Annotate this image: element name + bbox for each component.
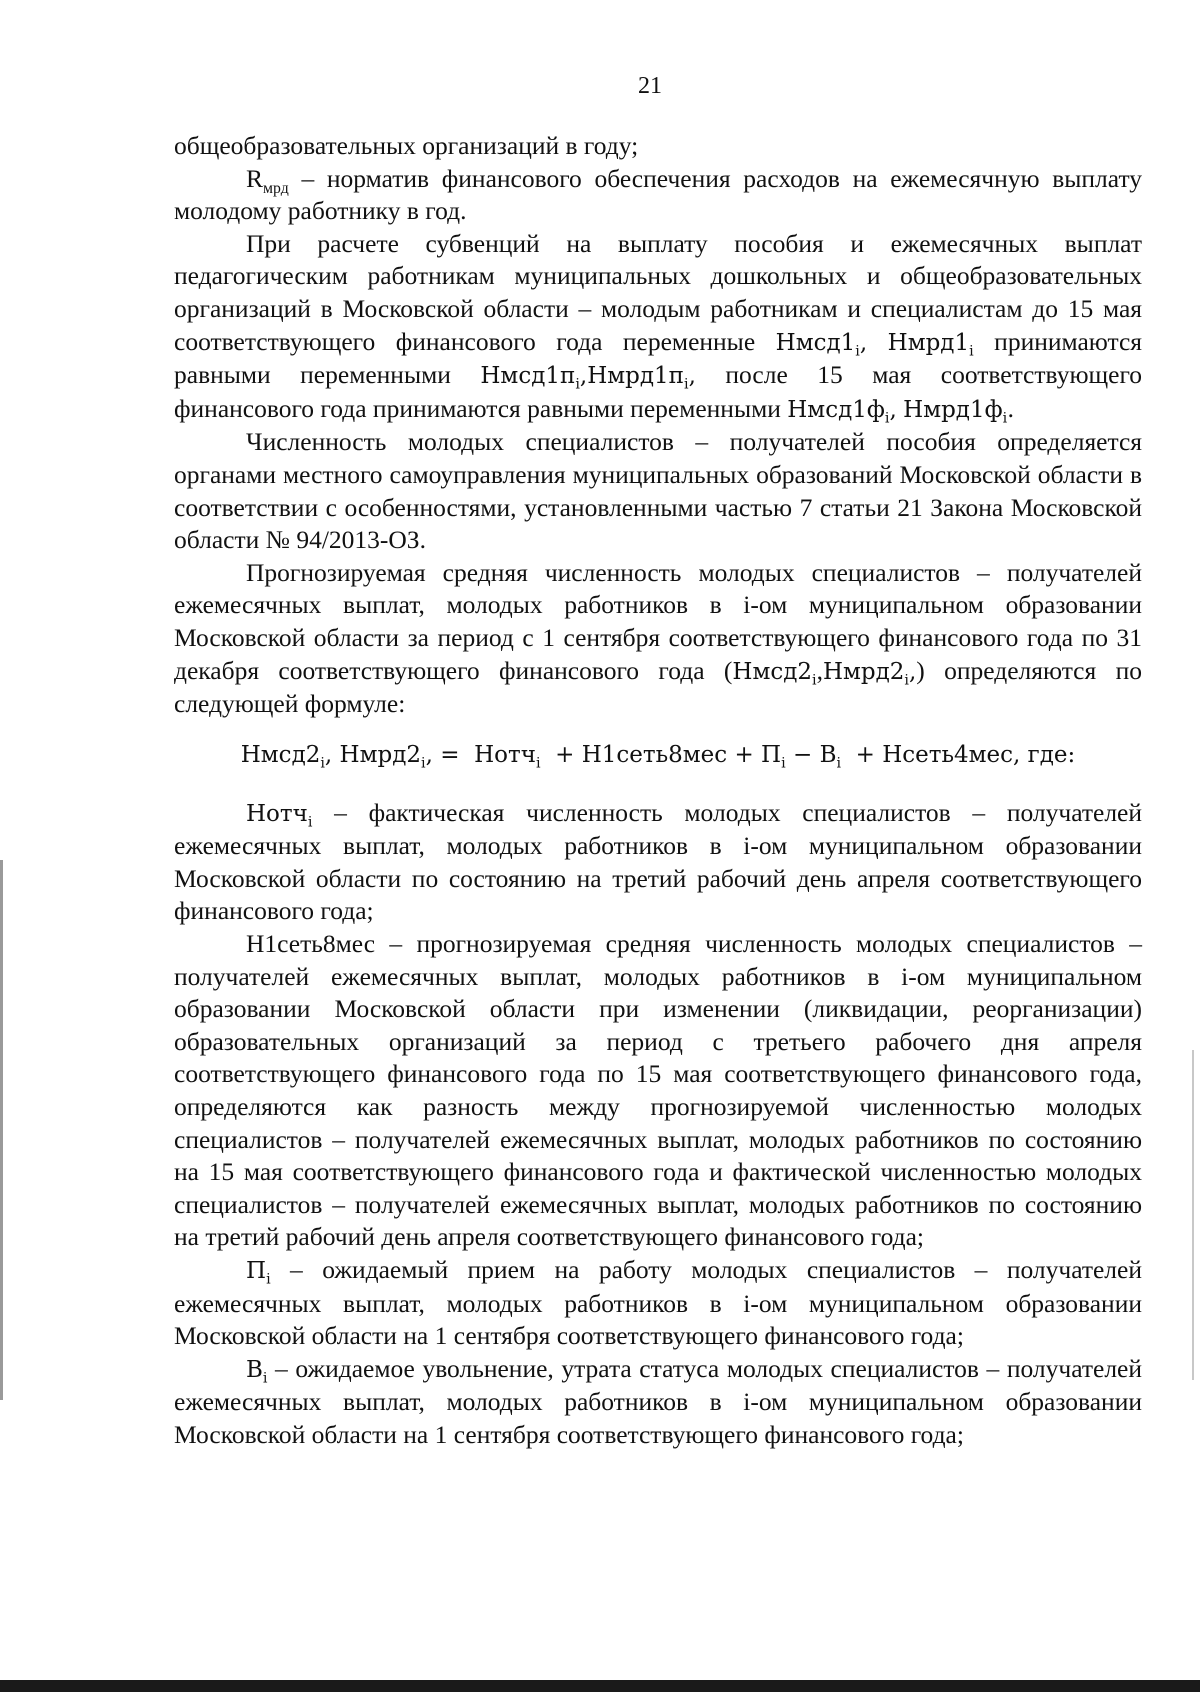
paragraph-text: – фактическая численность молодых специалистов – получателей ежемесячных выплат, молодых работников в i-ом муниципальном образовании Московской области по состоянию на третий рабочий день апреля соответствующего финансового года; [174,797,1143,926]
document-body [174,130,1142,1452]
var-v: $В_i$ [246,1356,268,1387]
var-n1set8mes: Н1сеть8мес [246,929,376,959]
var-p: $П_i$ [246,1258,271,1288]
paragraph-forecast: Прогнозируемая средняя численность молодых специалистов – получателей ежемесячных выплат, молодых работников в i-ом муниципальном образовании Московской области за период с 1 сентября соответствующего финансового года по 31 декабря соответствующего финансового года $(Нмсд2_i,Нмрд2_i,)$ определяются по следующей формуле: [174,557,1142,719]
var-nmsd2: $Нмсд2_i$ [732,658,817,689]
paragraph-p [174,1254,1142,1353]
symbol-r: R [246,163,264,193]
var-nmrd1f: $Нмрд1ф_i$. [903,396,1015,427]
paragraph-text: – норматив финансового обеспечения расходов на ежемесячную выплату молодому работнику в год. [174,163,1142,226]
var-nmsd1p: $Нмсд1п_i$, [480,363,588,393]
paragraph-v [174,1353,1142,1452]
var-nmsd1f: $Нмсд1ф_i$, [787,396,897,427]
paragraph-text: определяются по следующей формуле: [174,655,1142,719]
paragraph-n1set8mes [174,928,1142,1254]
paragraph-text: – ожидаемое увольнение, утрата статуса молодых специалистов – получателей ежемесячных выплат, молодых работников в i-ом муниципальном образовании Московской области на 1 сентября соответствующего финансового года; [174,1353,1143,1449]
symbol-mrd-sub: мрд [263,179,289,197]
var-nmrd1p: $Нмрд1п_i$, [587,363,696,393]
paragraph-count-specialists: Численность молодых специалистов – получателей пособия определяется органами местного самоуправления муниципальных образований Московской области в соответствии с особенностями, установленными частью 7 статьи 21 Закона Московской области № 94/2013-ОЗ. [174,427,1142,555]
paragraph-text: Прогнозируемая средняя численность молодых специалистов – получателей ежемесячных выплат, молодых работников в i-ом муниципальном образовании Московской области за период с 1 сентября соответствующего финансового года по 31 декабря соответствующего финансового года [174,557,1142,685]
paragraph-text: – прогнозируемая средняя численность молодых специалистов – получателей ежемесячных выплат, молодых работников в i-ом муниципальном образовании Московской области при изменении (ликвидации, реорганизации) образовательных организаций за период с третьего рабочего дня апреля соответствующего финансового года по 15 мая соответствующего финансового года, определяются как разность между прогнозируемой численностью молодых специалистов – получателей ежемесячных выплат, молодых работников по состоянию на 15 мая соответствующего финансового года и фактической численностью молодых специалистов – получателей ежемесячных выплат, молодых работников по состоянию на третий рабочий день апреля соответствующего финансового года; [174,929,1142,1252]
page-number: 21 [638,73,662,99]
paragraph-text: после 15 мая соответствующего финансового года принимаются равными переменными [174,360,1143,423]
paragraph-subvention [174,228,1142,427]
paragraph-notch [174,797,1142,928]
scan-edge-left [0,860,3,1400]
var-notch: Нотч$_i$ [246,800,313,831]
paragraph-r-mrd [174,163,1142,228]
scan-edge-bottom [0,1680,1200,1692]
paragraph-text: При расчете субвенций на выплату пособия и ежемесячных выплат педагогическим работникам муниципальных дошкольных и общеобразовательных организаций в Московской области – молодым работникам и специалистам до 15 мая соответствующего финансового года переменные [174,228,1142,356]
var-nmrd2: $Нмрд2_i$, [822,658,917,689]
paragraph-text: – ожидаемый прием на работу молодых специалистов – получателей ежемесячных выплат, молодых работников в i-ом муниципальном образовании Московской области на 1 сентября соответствующего финансового года; [174,1255,1142,1351]
var-nmrd1: $Нмрд1_i$ [887,329,974,360]
paragraph-continuation: общеобразовательных организаций в году; [174,131,639,160]
var-nmsd1: $Нмсд1_i$, [775,329,868,360]
paragraph-text: принимаются равными переменными [174,326,1143,390]
formula: $Нмсд2_i$, $Нмрд2_i$, = Нотч$_i$ + Н1сеть8мес + $П_i - В_i$ + Нсеть4мес, где: [240,741,1076,772]
scan-edge-right [1192,1050,1194,1380]
